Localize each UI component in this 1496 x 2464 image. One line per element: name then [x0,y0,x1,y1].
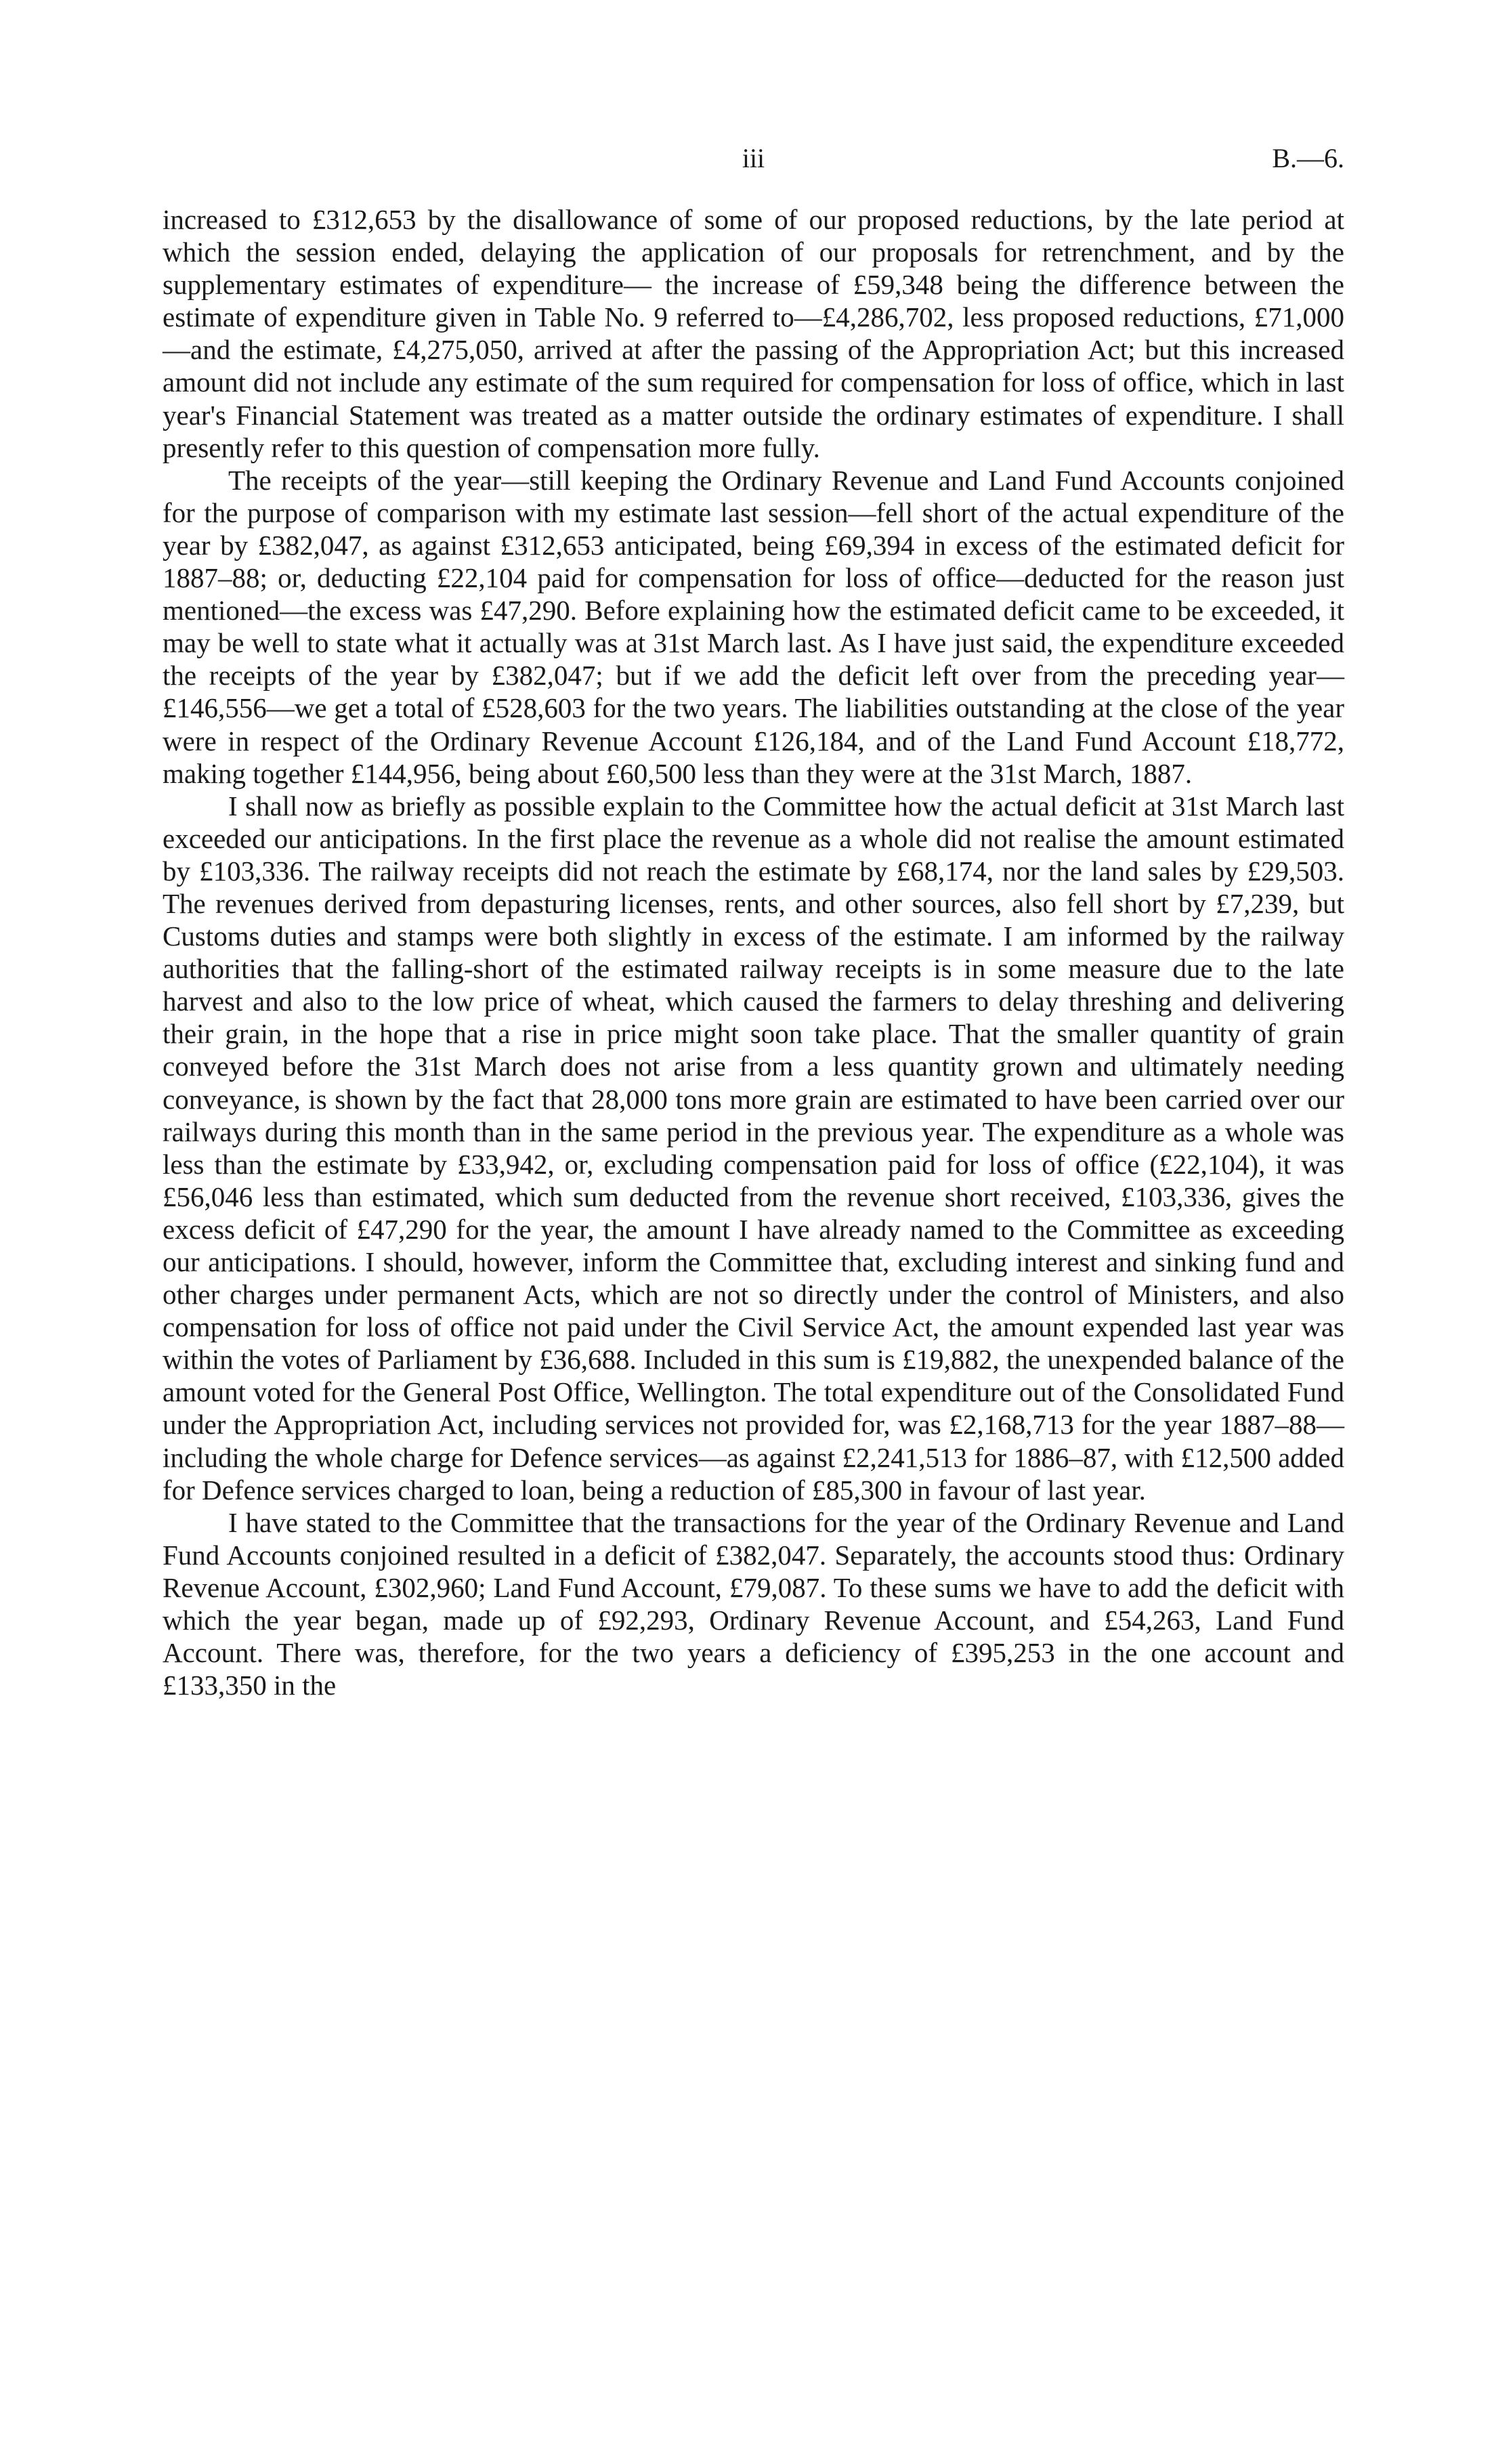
body-text [163,203,1344,1701]
paragraph-2: The receipts of the year—still keeping the Ordinary Revenue and Land Fund Accounts conjoined for the purpose of comparison with my estimate last session—fell short of the actual expenditure of the year by £382,047, as against £312,653 anticipated, being £69,394 in excess of the estimated deficit for 1887–88; or, deducting £22,104 paid for compensation for loss of office—deducted for the reason just mentioned—the excess was £47,290. Before explaining how the estimated deficit came to be exceeded, it may be well to state what it actually was at 31st March last. As I have just said, the expenditure exceeded the receipts of the year by £382,047; but if we add the deficit left over from the preceding year—£146,556—we get a total of £528,603 for the two years. The liabilities outstanding at the close of the year were in respect of the Ordinary Revenue Account £126,184, and of the Land Fund Account £18,772, making together £144,956, being about £60,500 less than they were at the 31st March, 1887. [163,464,1344,789]
page-number: iii [742,143,765,173]
paragraph-3: I shall now as briefly as possible explain to the Committee how the actual deficit at 31st March last exceeded our anticipations. In the first place the revenue as a whole did not realise the amount estimated by £103,336. The railway receipts did not reach the estimate by £68,174, nor the land sales by £29,503. The revenues derived from depasturing licenses, rents, and other sources, also fell short by £7,239, but Customs duties and stamps were both slightly in excess of the estimate. I am informed by the railway authorities that the falling-short of the estimated railway receipts is in some measure due to the late harvest and also to the low price of wheat, which caused the farmers to delay threshing and delivering their grain, in the hope that a rise in price might soon take place. That the smaller quantity of grain conveyed before the 31st March does not arise from a less quantity grown and ultimately needing conveyance, is shown by the fact that 28,000 tons more grain are estimated to have been carried over our railways during this month than in the same period in the previous year. The expenditure as a whole was less than the estimate by £33,942, or, excluding compensation paid for loss of office (£22,104), it was £56,046 less than estimated, which sum deducted from the revenue short received, £103,336, gives the excess deficit of £47,290 for the year, the amount I have already named to the Committee as exceeding our anticipations. I should, however, inform the Committee that, excluding interest and sinking fund and other charges under permanent Acts, which are not so directly under the control of Ministers, and also compensation for loss of office not paid under the Civil Service Act, the amount expended last year was within the votes of Parliament by £36,688. Included in this sum is £19,882, the unexpended balance of the amount voted for the General Post Office, Wellington. The total expenditure out of the Consolidated Fund under the Appropriation Act, including services not provided for, was £2,168,713 for the year 1887–88—including the whole charge for Defence services—as against £2,241,513 for 1886–87, with £12,500 added for Defence services charged to loan, being a reduction of £85,300 in favour of last year. [163,790,1344,1506]
page-header [163,142,1344,183]
paragraph-1: increased to £312,653 by the disallowance of some of our proposed reductions, by the late period at which the session ended, delaying the application of our proposals for retrenchment, and by the supplementary estimates of expenditure— the increase of £59,348 being the difference between the estimate of expenditure given in Table No. 9 referred to—£4,286,702, less proposed reductions, £71,000 —and the estimate, £4,275,050, arrived at after the passing of the Appropriation Act; but this increased amount did not include any estimate of the sum required for compensation for loss of office, which in last year's Financial Statement was treated as a matter outside the ordinary estimates of expenditure. I shall presently refer to this question of compensation more fully. [163,204,1344,463]
document-reference: B.—6. [1272,143,1344,173]
paragraph-4: I have stated to the Committee that the transactions for the year of the Ordinary Revenue and Land Fund Accounts conjoined resulted in a deficit of £382,047. Separately, the accounts stood thus: Ordinary Revenue Account, £302,960; Land Fund Account, £79,087. To these sums we have to add the deficit with which the year began, made up of £92,293, Ordinary Revenue Account, and £54,263, Land Fund Account. There was, therefore, for the two years a deficiency of £395,253 in the one account and £133,350 in the [163,1506,1344,1701]
